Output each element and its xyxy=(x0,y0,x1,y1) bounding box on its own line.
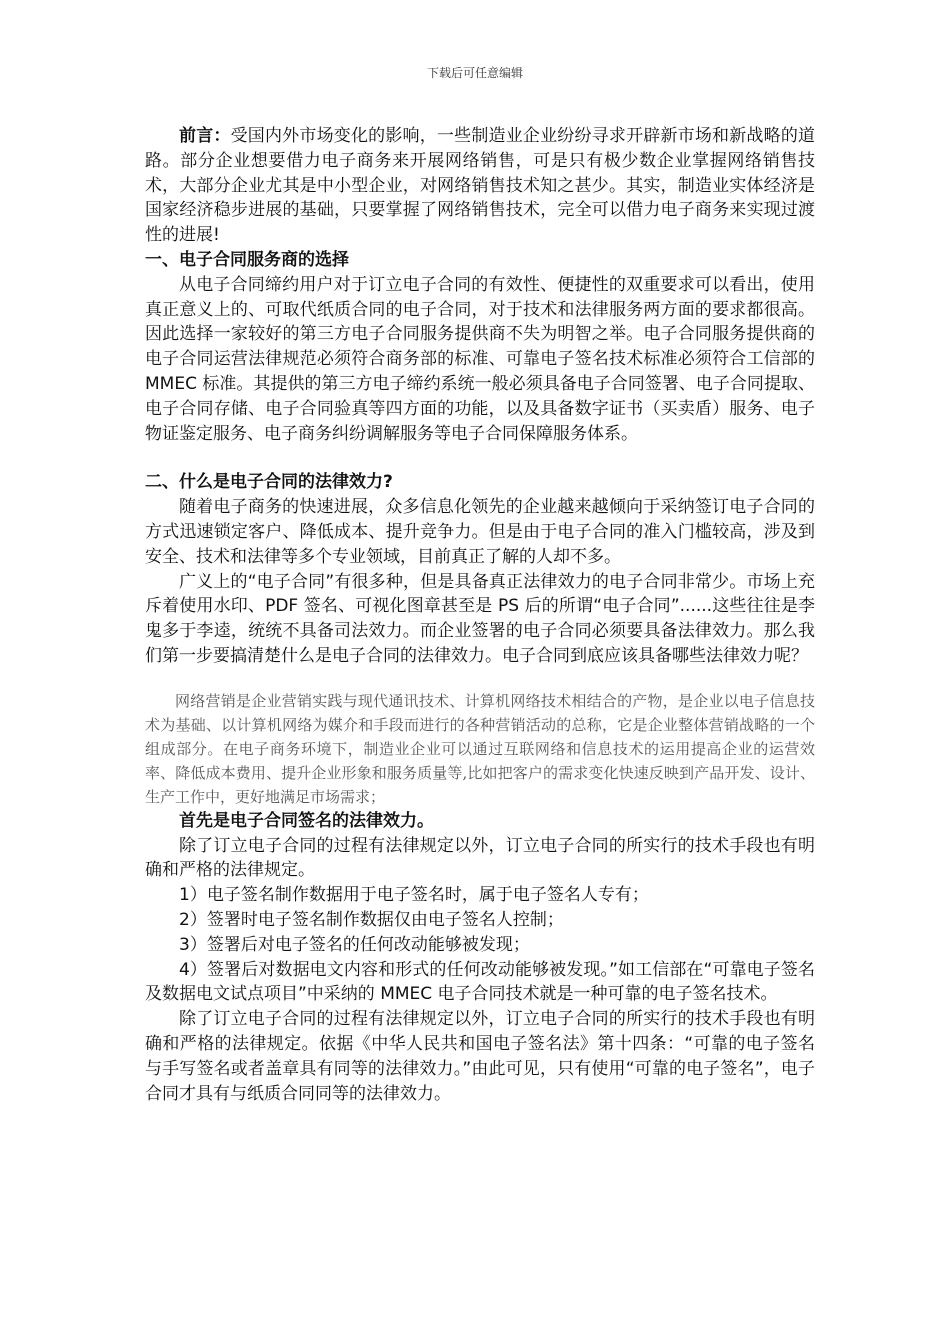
list-item: 1）电子签名制作数据用于电子签名时，属于电子签名人专有； xyxy=(179,885,649,906)
inserted-paragraph: 网络营销是企业营销实践与现代通讯技术、计算机网络技术相结合的产物，是企业以电子信息技术为基础、以计算机网络为媒介和手段而进行的各种营销活动的总称，它是企业整体营销战略的一个组成部分。在电子商务环境下，制造业企业可以通过互联网络和信息技术的运用提高企业的运营效率、降低成本费用、提升企业形象和服务质量等,比如把客户的需求变化快速反映到产品开发、设计、生产工作中，更好地满足市场需求； xyxy=(145,691,815,806)
list-item: 2）签署时电子签名制作数据仅由电子签名人控制； xyxy=(179,909,564,930)
preface-label: 前言： xyxy=(179,126,231,146)
section-heading-2: 二、什么是电子合同的法律效力? xyxy=(145,472,393,493)
list-item: 3）签署后对电子签名的任何改动能够被发现； xyxy=(179,934,530,955)
section3-closing: 除了订立电子合同的过程有法律规定以外，订立电子合同的所实行的技术手段也有明确和严格的法律规定。依据《中华人民共和国电子签名法》第十四条：“可靠的电子签名与手写签名或者盖章具有同等的法律效力。”由此可见，只有使用“可靠的电子签名”，电子合同才具有与纸质合同同等的法律效力。 xyxy=(145,1009,815,1104)
section3-intro: 除了订立电子合同的过程有法律规定以外，订立电子合同的所实行的技术手段也有明确和严格的法律规定。 xyxy=(145,835,815,881)
section-heading-1: 一、电子合同服务商的选择 xyxy=(145,249,349,270)
preface-text: 受国内外市场变化的影响，一些制造业企业纷纷寻求开辟新市场和新战略的道路。部分企业想要借力电子商务来开展网络销售，可是只有极少数企业掌握网络销售技术，大部分企业尤其是中小型企业，对网络销售技术知之甚少。其实，制造业实体经济是国家经济稳步进展的基础，只要掌握了网络销售技术，完全可以借力电子商务来实现过渡性的进展! xyxy=(145,126,816,246)
spacer xyxy=(145,446,815,470)
page-header: 下载后可任意编辑 xyxy=(426,66,523,80)
section1-paragraph: 从电子合同缔约用户对于订立电子合同的有效性、便捷性的双重要求可以看出，使用真正意义上的、可取代纸质合同的电子合同，对于技术和法律服务两方面的要求都很高。因此选择一家较好的第三方电子合同服务提供商不失为明智之举。电子合同服务提供商的电子合同运营法律规范必须符合商务部的标准、可靠电子签名技术标准必须符合工信部的 MMEC 标准。其提供的第三方电子缔约系统一般必须具备电子合同签署、电子合同提取、电子合同存储、电子合同验真等四方面的功能，以及具备数字证书（买卖盾）服务、电子物证鉴定服务、电子商务纠纷调解服务等电子合同保障服务体系。 xyxy=(145,274,815,444)
section2-paragraph-2: 广义上的“电子合同”有很多种，但是具备真正法律效力的电子合同非常少。市场上充斥着使用水印、PDF 签名、可视化图章甚至是 PS 后的所谓“电子合同”......这些往往是李鬼多于李逵，统统不具备司法效力。而企业签署的电子合同必须要具备法律效力。那么我们第一步要搞清楚什么是电子合同的法律效力。电子合同到底应该具备哪些法律效力呢？ xyxy=(145,571,815,666)
document-body xyxy=(145,124,815,1106)
section-heading-3: 首先是电子合同签名的法律效力。 xyxy=(179,810,434,831)
spacer xyxy=(145,669,815,689)
list-item-4: 4）签署后对数据电文内容和形式的任何改动能够被发现。”如工信部在“可靠电子签名及数据电文试点项目”中采纳的 MMEC 电子合同技术就是一种可靠的电子签名技术。 xyxy=(145,959,815,1005)
preface-paragraph xyxy=(145,124,815,248)
section2-paragraph-1: 随着电子商务的快速进展，众多信息化领先的企业越来越倾向于采纳签订电子合同的方式迅速锁定客户、降低成本、提升竞争力。但是由于电子合同的准入门槛较高，涉及到安全、技术和法律等多个专业领域，目前真正了解的人却不多。 xyxy=(145,497,815,567)
